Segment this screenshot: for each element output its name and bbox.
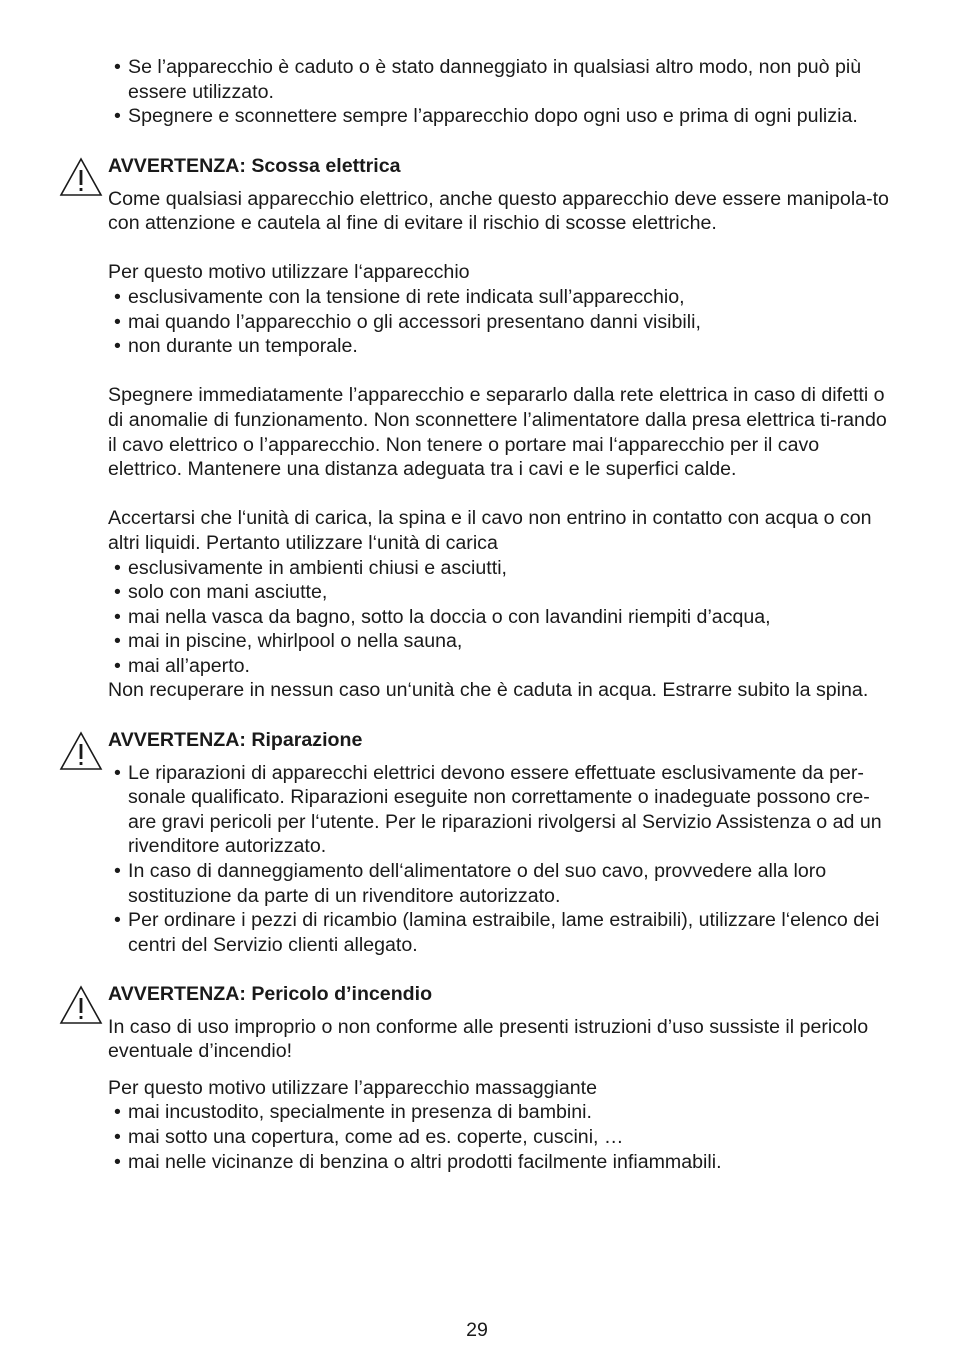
- list-item: • mai sotto una copertura, come ad es. coperte, cuscini, …: [108, 1125, 898, 1150]
- list-item: • Le riparazioni di apparecchi elettrici devono essere effettuate esclusivamente da per-sonale qualificato. Riparazioni eseguite non correttamente o inadeguate possono cre-are gravi pericoli per l‘utente. Per le riparazioni rivolgersi al Servizio Assistenza o ad un rivenditore autorizzato.: [108, 761, 898, 859]
- list-item: • mai quando l’apparecchio o gli accessori presentano danni visibili,: [108, 310, 898, 335]
- warning-fire-use-lead: Per questo motivo utilizzare l’apparecchio massaggiante: [108, 1076, 598, 1099]
- list-item: • Spegnere e sconnettere sempre l’apparecchio dopo ogni uso e prima di ogni pulizia.: [108, 104, 898, 129]
- warning-repair-list: [108, 761, 898, 958]
- warning-shock-water-list: [108, 556, 898, 679]
- list-item: • esclusivamente con la tensione di rete indicata sull’apparecchio,: [108, 285, 898, 310]
- warning-shock-title: AVVERTENZA: Scossa elettrica: [108, 155, 401, 177]
- intro-bullet-list: [108, 55, 898, 129]
- warning-shock-defects-paragraph: Spegnere immediatamente l’apparecchio e separarlo dalla rete elettrica in caso di difetti o di anomalie di funzionamento. Non sconnettere l’alimentatore dalla presa elettrica ti-rando il cavo elettrico o l’apparecchio. Non tenere o portare mai l‘apparecchio per il cavo elettrico. Mantenere una distanza adeguata tra i cavi e le superfici calde.: [108, 384, 887, 481]
- page-number: 29: [466, 1319, 488, 1341]
- warning-shock-water-lead: Accertarsi che l‘unità di carica, la spina e il cavo non entrino in contatto con acqua o con altri liquidi. Pertanto utilizzare l‘unità di carica: [108, 507, 872, 554]
- warning-triangle-icon: [59, 157, 103, 197]
- list-item: • In caso di danneggiamento dell‘alimentatore o del suo cavo, provvedere alla loro sostituzione da parte di un rivenditore autorizzato.: [108, 859, 898, 908]
- list-item: • solo con mani asciutte,: [108, 580, 898, 605]
- warning-fire-title: AVVERTENZA: Pericolo d’incendio: [108, 983, 433, 1005]
- list-item: • Per ordinare i pezzi di ricambio (lamina estraibile, lame estraibili), utilizzare l‘elenco dei centri del Servizio clienti allegato.: [108, 908, 898, 957]
- intro-section: [108, 55, 898, 129]
- list-item: • mai all’aperto.: [108, 654, 898, 679]
- warning-repair-title: AVVERTENZA: Riparazione: [108, 729, 363, 751]
- warning-repair-section: [108, 728, 898, 957]
- warning-triangle-icon: [59, 985, 103, 1025]
- list-item: • esclusivamente in ambienti chiusi e asciutti,: [108, 556, 898, 581]
- warning-shock-section: [108, 154, 898, 703]
- warning-fire-section: [108, 982, 898, 1174]
- warning-fire-list: [108, 1100, 898, 1174]
- list-item: • mai incustodito, specialmente in presenza di bambini.: [108, 1100, 898, 1125]
- warning-shock-intro: Come qualsiasi apparecchio elettrico, anche questo apparecchio deve essere manipola-to con attenzione e cautela al fine di evitare il rischio di scosse elettriche.: [108, 187, 889, 235]
- warning-shock-water-closing: Non recuperare in nessun caso un‘unità che è caduta in acqua. Estrarre subito la spina.: [108, 679, 869, 702]
- warning-triangle-icon: [59, 731, 103, 771]
- warning-shock-use-lead: Per questo motivo utilizzare l‘apparecchio: [108, 261, 470, 284]
- list-item: • mai nella vasca da bagno, sotto la doccia o con lavandini riempiti d’acqua,: [108, 605, 898, 630]
- list-item: • mai nelle vicinanze di benzina o altri prodotti facilmente infiammabili.: [108, 1150, 898, 1175]
- warning-fire-intro: In caso di uso improprio o non conforme alle presenti istruzioni d’uso sussiste il pericolo eventuale d’incendio!: [108, 1015, 869, 1063]
- list-item: • Se l’apparecchio è caduto o è stato danneggiato in qualsiasi altro modo, non può più essere utilizzato.: [108, 55, 898, 104]
- list-item: • non durante un temporale.: [108, 334, 898, 359]
- list-item: • mai in piscine, whirlpool o nella sauna,: [108, 629, 898, 654]
- warning-shock-use-list: [108, 285, 898, 359]
